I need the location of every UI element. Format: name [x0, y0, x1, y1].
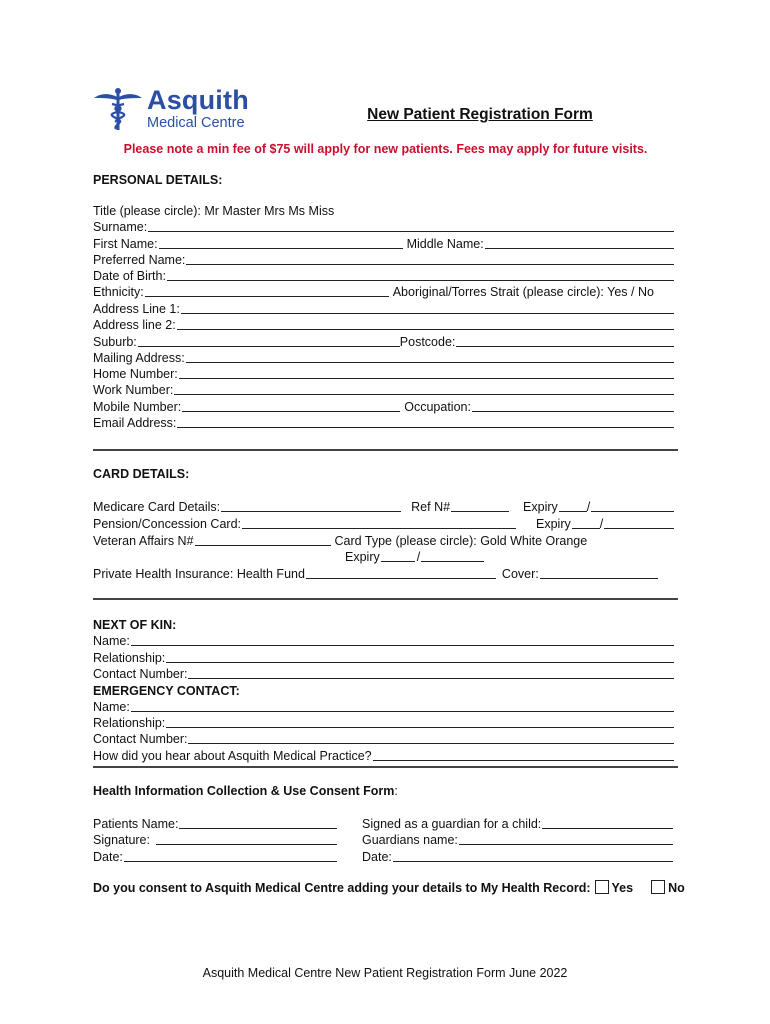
my-health-record-consent — [93, 880, 685, 895]
veteran-expiry-row: Expiry / — [345, 548, 485, 564]
aboriginal-question: Aboriginal/Torres Strait (please circle): Yes / No — [392, 285, 654, 299]
no-checkbox[interactable] — [651, 880, 665, 894]
email-row — [93, 414, 675, 430]
cover-label: Cover: — [501, 567, 539, 581]
veteran-label: Veteran Affairs N# — [93, 534, 194, 548]
guardian-date-row — [362, 848, 674, 864]
medicare-expiry-year[interactable] — [591, 500, 674, 512]
consent-question: Do you consent to Asquith Medical Centre adding your details to My Health Record: — [93, 881, 591, 895]
emergency-name-row — [93, 698, 675, 714]
no-label: No — [668, 881, 685, 895]
ref-label: Ref N# — [411, 500, 451, 514]
first-name-field[interactable] — [159, 237, 403, 249]
mobile-row — [93, 398, 675, 414]
surname-row — [93, 218, 675, 234]
kin-contact-row — [93, 665, 675, 681]
emergency-contact-label: Contact Number: — [93, 732, 188, 746]
occupation-label: Occupation: — [404, 400, 471, 414]
preferred-name-label: Preferred Name: — [93, 253, 186, 267]
first-name-label: First Name: — [93, 237, 158, 251]
guardian-name-label: Guardians name: — [362, 833, 458, 847]
title-circle-line: Title (please circle): Mr Master Mrs Ms Miss — [93, 204, 335, 218]
health-fund-field[interactable] — [306, 567, 496, 579]
form-title: New Patient Registration Form — [367, 106, 593, 123]
pension-field[interactable] — [242, 517, 516, 529]
personal-details-heading: PERSONAL DETAILS: — [93, 173, 223, 187]
suburb-field[interactable] — [138, 335, 400, 347]
consent-form-heading: Health Information Collection & Use Consent Form — [93, 784, 395, 798]
veteran-row — [93, 532, 675, 548]
kin-relationship-label: Relationship: — [93, 651, 166, 665]
ethnicity-row — [93, 283, 675, 299]
yes-checkbox[interactable] — [595, 880, 609, 894]
veteran-field[interactable] — [195, 534, 331, 546]
patient-date-row — [93, 848, 338, 864]
medicare-label: Medicare Card Details: — [93, 500, 221, 514]
home-number-row — [93, 365, 675, 381]
postcode-field[interactable] — [456, 335, 674, 347]
work-number-row — [93, 381, 675, 397]
form-footer: Asquith Medical Centre New Patient Registration Form June 2022 — [202, 966, 568, 980]
emergency-contact-heading: EMERGENCY CONTACT: — [93, 684, 240, 698]
emergency-relationship-row — [93, 714, 675, 730]
emergency-relationship-field[interactable] — [166, 716, 674, 728]
medicare-expiry-month[interactable] — [559, 500, 587, 512]
medicare-field[interactable] — [221, 500, 401, 512]
preferred-name-field[interactable] — [186, 253, 674, 265]
patients-name-row — [93, 815, 338, 831]
address2-label: Address line 2: — [93, 318, 176, 332]
guardian-date-label: Date: — [362, 850, 392, 864]
patients-name-field[interactable] — [179, 817, 337, 829]
home-number-label: Home Number: — [93, 367, 178, 381]
work-number-label: Work Number: — [93, 383, 174, 397]
kin-name-row — [93, 632, 675, 648]
patient-date-label: Date: — [93, 850, 123, 864]
signature-field[interactable] — [156, 833, 337, 845]
kin-name-label: Name: — [93, 634, 130, 648]
medicare-expiry-label: Expiry — [523, 500, 558, 514]
kin-relationship-field[interactable] — [166, 651, 674, 663]
signature-label: Signature: — [93, 833, 150, 847]
address2-row — [93, 316, 675, 332]
middle-name-label: Middle Name: — [406, 237, 484, 251]
logo-name: Asquith — [147, 85, 249, 115]
first-name-row — [93, 235, 675, 251]
emergency-relationship-label: Relationship: — [93, 716, 166, 730]
emergency-name-label: Name: — [93, 700, 130, 714]
dob-row — [93, 267, 675, 283]
mailing-row — [93, 349, 675, 365]
middle-name-field[interactable] — [485, 237, 674, 249]
caduceus-icon — [92, 86, 144, 132]
mobile-label: Mobile Number: — [93, 400, 182, 414]
veteran-expiry-month[interactable] — [381, 550, 415, 562]
guardian-name-row — [362, 831, 674, 847]
mobile-field[interactable] — [182, 400, 400, 412]
address2-field[interactable] — [177, 318, 674, 330]
guardian-date-field[interactable] — [393, 850, 673, 862]
ethnicity-field[interactable] — [145, 285, 389, 297]
surname-field[interactable] — [148, 220, 674, 232]
address1-row — [93, 300, 675, 316]
ethnicity-label: Ethnicity: — [93, 285, 144, 299]
suburb-label: Suburb: — [93, 335, 137, 349]
hear-about-field[interactable] — [373, 749, 674, 761]
veteran-expiry-label: Expiry — [345, 550, 380, 564]
signature-row — [93, 831, 338, 847]
pension-label: Pension/Concession Card: — [93, 517, 241, 531]
mailing-field[interactable] — [186, 351, 674, 363]
asquith-logo — [92, 86, 272, 132]
consent-form-heading-wrap — [93, 784, 398, 798]
kin-name-field[interactable] — [131, 634, 674, 646]
card-details-heading: CARD DETAILS: — [93, 467, 190, 481]
kin-relationship-row — [93, 649, 675, 665]
guardian-name-field[interactable] — [459, 833, 673, 845]
dob-label: Date of Birth: — [93, 269, 166, 283]
pension-row: Pension/Concession Card: Expiry / — [93, 515, 675, 531]
next-of-kin-heading: NEXT OF KIN: — [93, 618, 177, 632]
pension-expiry-year[interactable] — [604, 517, 674, 529]
address1-label: Address Line 1: — [93, 302, 180, 316]
hear-about-label: How did you hear about Asquith Medical Practice? — [93, 749, 372, 763]
fee-notice: Please note a min fee of $75 will apply for new patients. Fees may apply for future visits. — [123, 142, 648, 156]
consent-form-colon: : — [394, 784, 398, 798]
email-field[interactable] — [177, 416, 674, 428]
mailing-label: Mailing Address: — [93, 351, 185, 365]
guardian-child-field[interactable] — [542, 817, 673, 829]
section-divider — [93, 449, 678, 451]
emergency-name-field[interactable] — [131, 700, 674, 712]
pension-expiry-month[interactable] — [572, 517, 600, 529]
cover-field[interactable] — [540, 567, 658, 579]
patient-date-field[interactable] — [124, 850, 337, 862]
email-label: Email Address: — [93, 416, 177, 430]
guardian-child-label: Signed as a guardian for a child: — [362, 817, 542, 831]
suburb-row — [93, 333, 675, 349]
postcode-label: Postcode: — [399, 335, 456, 349]
preferred-name-row — [93, 251, 675, 267]
private-health-row — [93, 565, 675, 581]
private-health-label: Private Health Insurance: Health Fund — [93, 567, 305, 581]
address1-field[interactable] — [181, 302, 674, 314]
kin-contact-field[interactable] — [188, 667, 674, 679]
patients-name-label: Patients Name: — [93, 817, 179, 831]
emergency-contact-field[interactable] — [188, 732, 674, 744]
kin-contact-label: Contact Number: — [93, 667, 188, 681]
medicare-row: Medicare Card Details: Ref N# Expiry / — [93, 498, 675, 514]
veteran-expiry-year[interactable] — [421, 550, 484, 562]
occupation-field[interactable] — [472, 400, 674, 412]
emergency-contact-row — [93, 730, 675, 746]
section-divider — [93, 766, 678, 768]
yes-label: Yes — [611, 881, 634, 895]
home-number-field[interactable] — [179, 367, 674, 379]
dob-field[interactable] — [167, 269, 674, 281]
logo-subtitle: Medical Centre — [147, 115, 245, 131]
guardian-child-row — [362, 815, 674, 831]
pension-expiry-label: Expiry — [536, 517, 571, 531]
work-number-field[interactable] — [174, 383, 674, 395]
hear-about-row — [93, 747, 675, 763]
ref-field[interactable] — [451, 500, 509, 512]
surname-label: Surname: — [93, 220, 148, 234]
card-type-options: Card Type (please circle): Gold White Orange — [334, 534, 588, 548]
section-divider — [93, 598, 678, 600]
